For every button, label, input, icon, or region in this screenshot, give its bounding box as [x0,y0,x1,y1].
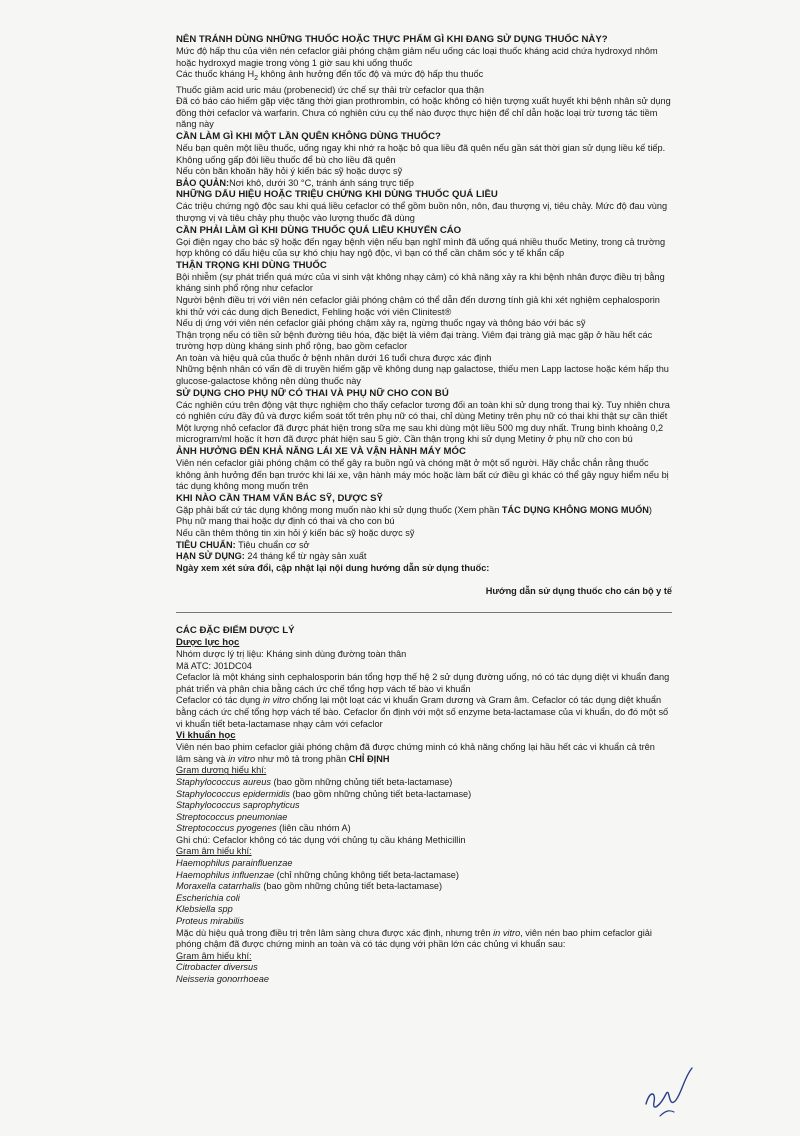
organism-item [176,858,672,870]
paragraph: Nếu còn băn khoăn hãy hỏi ý kiến bác sỹ hoặc dược sỹ [176,166,403,177]
organism-item [176,789,672,801]
organism-name: Proteus mirabilis [176,916,244,927]
section-heading: THẬN TRỌNG KHI DÙNG THUỐC [176,259,327,271]
organism-item [176,974,672,986]
paragraph: Mức độ hấp thu của viên nén cefaclor giải phóng chậm giảm nếu uống các loại thuốc kháng acid chứa hydroxyd nhôm hoặc hydroxyd magie trong vòng 1 giờ sau khi uống thuốc [176,46,658,68]
section-heading: CÁC ĐẶC ĐIỂM DƯỢC LÝ [176,624,295,636]
paragraph: Phụ nữ mang thai hoặc dự định có thai và cho con bú [176,516,395,527]
paragraph: Một lượng nhỏ cefaclor đã được phát hiện trong sữa mẹ sau khi dùng một liều 500 mg duy nhất. Trung bình khoảng 0,2 microgram/ml hoặc ít hơn đã được phát hiện sau 5 giờ. Cần thận trọng khi sử dụng Metiny ở phụ nữ cho con bú [176,422,664,445]
organism-name: Moraxella catarrhalis [176,881,261,892]
paragraph: Nếu bạn quên một liều thuốc, uống ngay khi nhớ ra hoặc bỏ qua liều đã quên nếu gần sát thời gian sử dụng liều kế tiếp. Không uống gấp đôi liều thuốc để bù cho liều đã quên [176,142,666,165]
organism-item [176,881,672,893]
organism-note: (chỉ những chủng không tiết beta-lactamase) [274,869,459,880]
section-heading: CẦN PHẢI LÀM GÌ KHI DÙNG THUỐC QUÁ LIỀU KHUYẾN CÁO [176,224,462,236]
document-page [176,34,672,986]
organism-name: Haemophilus parainfluenzae [176,858,293,869]
subscript: 2 [254,75,259,83]
organism-note: (bao gồm những chủng tiết beta-lactamase) [271,776,453,787]
paragraph: Viên nén cefaclor giải phóng chậm có thể gây ra buồn ngủ và chóng mặt ở một số người. Hãy chắc chắn rằng thuốc không ảnh hưởng đến bạn trước khi lái xe, vận hành máy móc hoặc làm bất cứ điều gì khác có thể gây nguy hiểm nếu bị tác dụng không mong muốn trên [176,458,669,492]
text-run-italic: in vitro [262,695,290,706]
section-heading: SỬ DỤNG CHO PHỤ NỮ CÓ THAI VÀ PHỤ NỮ CHO CON BÚ [176,387,449,399]
review-date: Ngày xem xét sửa đổi, cập nhật lại nội dung hướng dẫn sử dụng thuốc: [176,562,490,573]
text-run: như mô tả trong phần [255,753,349,764]
section-heading: ẢNH HƯỞNG ĐẾN KHẢ NĂNG LÁI XE VÀ VẬN HÀNH MÁY MÓC [176,446,466,458]
storage-text: Nơi khô, dưới 30 °C, tránh ánh sáng trực tiếp [229,177,414,188]
organism-item [176,812,672,824]
paragraph: Nếu dị ứng với viên nén cefaclor giải phóng chậm xảy ra, ngừng thuốc ngay và thông báo với bác sỹ [176,318,586,329]
organism-item [176,904,672,916]
expiry-text: 24 tháng kể từ ngày sản xuất [244,551,367,562]
expiry-label: HẠN SỬ DỤNG: [176,551,245,562]
paragraph: Nếu cần thêm thông tin xin hỏi ý kiến bác sỹ hoặc dược sỹ [176,528,415,539]
text-run: chống lại một loạt các vi khuẩn Gram dương và Gram âm. Cefaclor có tác dụng diệt khuẩn bằng cách ức chế tổng hợp vách tế bào. Cefaclor ổn định với một số enzyme beta-lactamase của vi khuẩn, do đó một số vi khuẩn tiết beta-lactamase nhạy cảm với cefaclor [176,695,669,729]
signature-mark [640,1060,700,1120]
paragraph: An toàn và hiệu quả của thuốc ở bệnh nhân dưới 16 tuổi chưa được xác định [176,352,492,363]
storage-label: BẢO QUẢN: [176,177,230,188]
paragraph [176,742,672,765]
organism-name: Staphylococcus aureus [176,776,271,787]
organism-list [176,858,672,928]
organism-note: (liên cầu nhóm A) [276,823,351,834]
divider [176,612,672,613]
organism-name: Escherichia coli [176,892,240,903]
organism-name: Staphylococcus saprophyticus [176,800,300,811]
organism-item [176,916,672,928]
expiry-line [176,551,672,563]
text-run-italic: in vitro [228,753,256,764]
text-run: ) [648,504,652,515]
paragraph [176,505,672,517]
organism-item [176,800,672,812]
organism-list [176,962,672,985]
paragraph [176,695,672,730]
paragraph: Mã ATC: J01DC04 [176,660,252,671]
organism-item [176,777,672,789]
paragraph: Nhóm dược lý trị liệu: Kháng sinh dùng đường toàn thân [176,648,407,659]
section-heading: KHI NÀO CẦN THAM VẤN BÁC SỸ, DƯỢC SỸ [176,492,383,504]
list-title: Gram âm hiếu khí: [176,846,252,857]
text-run-bold: TÁC DỤNG KHÔNG MONG MUỐN [501,504,649,515]
organism-note: (bao gồm những chủng tiết beta-lactamase) [289,788,472,799]
storage-line [176,178,672,190]
organism-name: Streptococcus pyogenes [176,823,277,834]
paragraph [176,928,672,951]
standard-label: TIÊU CHUẨN: [176,539,236,550]
organism-item [176,962,672,974]
paragraph: Các triệu chứng ngộ độc sau khi quá liều cefaclor có thể gồm buồn nôn, nôn, đau thượng vị, tiêu chảy. Mức độ đau vùng thượng vị và tiêu chảy phụ thuộc vào lượng thuốc đã dùng [176,201,668,223]
paragraph: Bội nhiễm (sự phát triển quá mức của vi sinh vật không nhạy cảm) có khả năng xảy ra khi bệnh nhân được điều trị bằng kháng sinh phổ rộng như cefaclor [176,271,665,294]
text-run: Cefaclor có tác dụng [176,695,263,706]
paragraph: Thận trọng nếu có tiền sử bệnh đường tiêu hóa, đặc biệt là viêm đại tràng. Viêm đại tràng giả mạc gặp ở hầu hết các trường hợp dùng kháng sinh phổ rộng, bao gồm cefaclor [176,329,653,352]
paragraph: Những bệnh nhân có vấn đề di truyền hiếm gặp về không dung nạp galactose, thiếu men Lapp lactose hoặc kém hấp thu glucose-galactose không nên dùng thuốc này [176,364,669,387]
paragraph: Các nghiên cứu trên động vật thực nghiệm cho thấy cefaclor tương đối an toàn khi sử dụng trong thai kỳ. Tuy nhiên chưa có nghiên cứu đầy đủ và được kiểm soát tốt trên phụ nữ có thai, chỉ dùng Metiny trên phụ nữ có thai khi thật sự cần thiết [176,399,670,422]
paragraph: Đã có báo cáo hiếm gặp việc tăng thời gian prothrombin, có hoặc không có hiện tượng xuất huyết khi bệnh nhân sử dụng đồng thời cefaclor và warfarin. Chưa có nghiên cứu cụ thể nào được thực hiện để chỉ dẫn hoặc loại trừ tương tác tiềm năng này [176,96,671,130]
margin-stamp [772,826,778,862]
standard-line [176,540,672,552]
text-run-italic: in vitro [493,927,521,938]
organism-item [176,870,672,882]
sub-heading: Dược lực học [176,636,240,648]
organism-name: Klebsiella spp [176,904,233,915]
organism-name: Staphylococcus epidermidis [176,788,290,799]
paragraph: Thuốc giảm acid uric máu (probenecid) ức chế sự thải trừ cefaclor qua thận [176,84,485,95]
text-run: Gặp phải bất cứ tác dụng không mong muốn nào khi sử dụng thuốc (Xem phần [176,504,502,515]
organism-item [176,823,672,835]
organism-note: (bao gồm những chủng tiết beta-lactamase) [260,881,443,892]
text-run: Viên nén bao phim cefaclor giải phóng chậm đã được chứng minh có khả năng chống lại hầu hết các vi khuẩn cả trên lâm sàng và [176,742,655,764]
sub-heading: Vi khuẩn học [176,730,236,742]
paragraph: Ghi chú: Cefaclor không có tác dụng với chủng tụ cầu kháng Methicillin [176,834,466,845]
list-title: Gram dương hiếu khí: [176,765,267,776]
paragraph: Các thuốc kháng $H_2$ không ảnh hưởng đến tốc độ và mức độ hấp thu thuốc [176,69,484,83]
hcp-title: Hướng dẫn sử dụng thuốc cho cán bộ y tế [485,586,672,597]
text-run: Mặc dù hiệu quả trong điều trị trên lâm sàng chưa được xác định, nhưng trên [176,927,494,938]
paragraph: Cefaclor là một kháng sinh cephalosporin bán tổng hợp thế hệ 2 sử dụng đường uống, nó có tác dụng diệt vi khuẩn đang phát triển và phân chia bằng cách ức chế tổng hợp vách tế bào vi khuẩn [176,672,670,694]
paragraph: Gọi điện ngay cho bác sỹ hoặc đến ngay bệnh viện nếu bạn nghĩ mình đã uống quá nhiều thuốc Metiny, trong cả trường hợp không có dấu hiệu của sự khó chịu hay ngộ độc, vì bạn có thể cần chăm sóc y tế khẩn cấp [176,236,666,259]
organism-name: Streptococcus pneumoniae [176,811,288,822]
text-run-bold: CHỈ ĐỊNH [348,753,390,764]
standard-text: Tiêu chuẩn cơ sở [235,539,310,550]
organism-list [176,777,672,835]
list-title: Gram âm hiếu khí: [176,950,252,961]
text-run: , viên nén bao phim cefaclor giải phóng chậm đã được chứng minh an toàn và có tác dụng với phần lớn các chủng vi khuẩn sau: [176,927,652,950]
section-heading: NHỮNG DẤU HIỆU HOẶC TRIỆU CHỨNG KHI DÙNG THUỐC QUÁ LIỀU [176,189,498,201]
paragraph: Người bệnh điều trị với viên nén cefaclor giải phóng chậm có thể dẫn đến dương tính giả khi xét nghiệm cephalosporin khi thử với các dung dịch Benedict, Fehling hoặc với viên Clinitest® [176,294,660,317]
organism-name: Citrobacter diversus [176,962,258,973]
organism-item [176,893,672,905]
section-heading: NÊN TRÁNH DÙNG NHỮNG THUỐC HOẶC THỰC PHẨM GÌ KHI ĐANG SỬ DỤNG THUỐC NÀY? [176,34,608,45]
organism-name: Neisseria gonorrhoeae [176,974,269,985]
section-heading: CẦN LÀM GÌ KHI MỘT LẦN QUÊN KHÔNG DÙNG THUỐC? [176,130,441,142]
organism-name: Haemophilus influenzae [176,869,275,880]
